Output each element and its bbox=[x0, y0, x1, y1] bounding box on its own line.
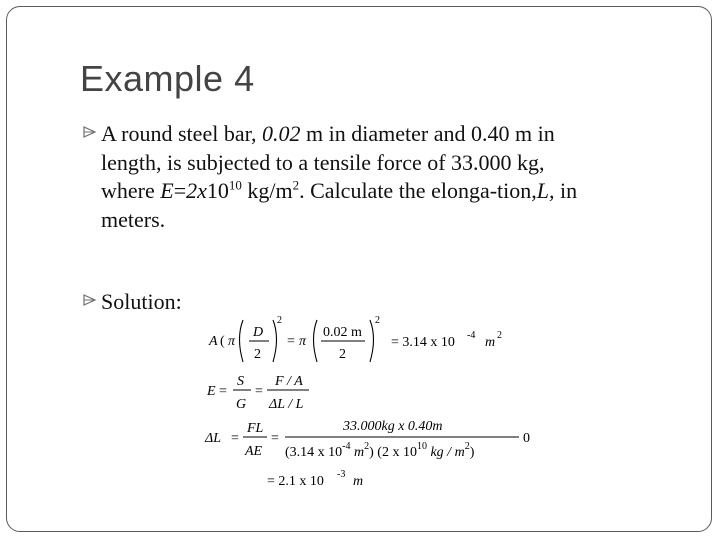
area-equation bbox=[208, 315, 502, 362]
svg-text:AE: AE bbox=[245, 444, 263, 459]
eq1-lhs: A bbox=[209, 334, 218, 349]
svg-text:m: m bbox=[485, 335, 496, 350]
svg-text:(: ( bbox=[220, 334, 225, 349]
eq1-result: = 3.14 x 10 bbox=[391, 335, 455, 350]
svg-text:π: π bbox=[299, 334, 307, 349]
problem-text bbox=[101, 120, 577, 234]
svg-text:m: m bbox=[353, 474, 364, 489]
eq3-numerator: 33.000kg x 0.40m bbox=[343, 419, 443, 434]
solution-label: Solution: bbox=[101, 289, 182, 314]
svg-text:-3: -3 bbox=[337, 469, 346, 480]
svg-text:=: = bbox=[287, 334, 295, 349]
svg-text:=: = bbox=[219, 384, 227, 399]
bullet-arrow-icon bbox=[82, 292, 98, 308]
problem-line-2: length, is subjected to a tensile force of 33.000 kg, bbox=[101, 149, 545, 175]
svg-text:ΔL / L: ΔL / L bbox=[269, 397, 304, 412]
bullet-arrow-icon bbox=[82, 124, 98, 140]
solution-equations bbox=[195, 310, 555, 495]
svg-text:E: E bbox=[207, 384, 216, 399]
eq1-num2: 0.02 m bbox=[323, 325, 362, 340]
elongation-result bbox=[267, 469, 363, 489]
svg-text:S: S bbox=[237, 374, 244, 389]
svg-text:F / A: F / A bbox=[275, 374, 303, 389]
svg-text:2: 2 bbox=[277, 315, 282, 326]
svg-text:-4: -4 bbox=[467, 330, 476, 341]
svg-text:=: = bbox=[231, 431, 239, 446]
svg-text:2: 2 bbox=[339, 347, 346, 362]
modulus-equation bbox=[206, 374, 309, 412]
diameter-value: 0.02 bbox=[262, 121, 301, 146]
svg-text:ΔL: ΔL bbox=[205, 431, 222, 446]
eq3-denominator: (3.14 x $10^{-4}$ $m^2$) (2 x $10^{10}$ kg / $m^2$) bbox=[285, 441, 475, 460]
svg-text:2: 2 bbox=[254, 347, 261, 362]
problem-line-4: meters. bbox=[101, 206, 166, 232]
svg-text:=: = bbox=[271, 431, 279, 446]
slide-title: Example 4 bbox=[80, 58, 255, 99]
problem-line-3: where $E=2x10^{10}$ $kg/m^2$. Calculate the elonga-tion,L, in bbox=[101, 177, 578, 203]
elongation-equation bbox=[204, 419, 530, 460]
svg-text:=: = bbox=[255, 384, 263, 399]
svg-text:2: 2 bbox=[375, 315, 380, 326]
svg-text:0: 0 bbox=[523, 431, 530, 446]
modulus-symbol: E bbox=[160, 178, 174, 203]
eq1-num1: D bbox=[253, 325, 264, 340]
svg-text:2: 2 bbox=[497, 330, 502, 341]
svg-text:= 2.1 x 10: = 2.1 x 10 bbox=[267, 474, 324, 489]
elongation-symbol: L, bbox=[536, 178, 555, 203]
svg-text:G: G bbox=[236, 397, 247, 412]
eq1-pi: π bbox=[228, 334, 236, 349]
svg-text:FL: FL bbox=[247, 421, 264, 436]
problem-line-1: A round steel bar, 0.02 m in diameter and 0.40 m in bbox=[101, 121, 555, 146]
